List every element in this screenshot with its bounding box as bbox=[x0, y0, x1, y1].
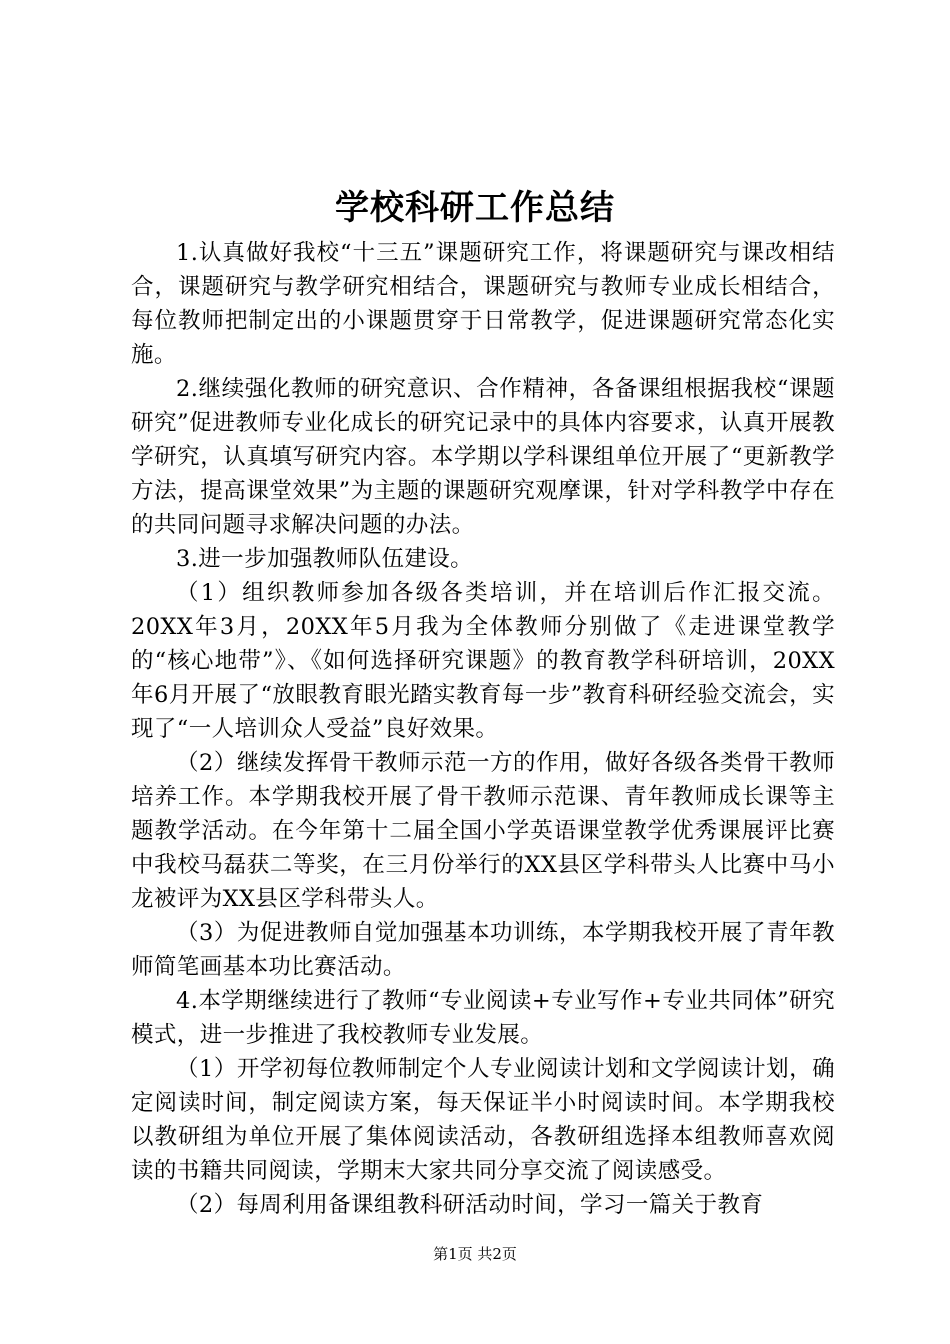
document-title: 学校科研工作总结 bbox=[335, 188, 615, 228]
paragraph-4-2: （2）每周利用备课组教科研活动时间，学习一篇关于教育 bbox=[176, 1192, 764, 1218]
paragraph-4-1: （1）开学初每位教师制定个人专业阅读计划和文学阅读计划，确定阅读时间，制定阅读方案，每天保证半小时阅读时间。本学期我校以教研组为单位开展了集体阅读活动，各教研组选择本组教师喜欢阅读的书籍共同阅读，学期末大家共同分享交流了阅读感受。 bbox=[131, 1056, 835, 1184]
page-footer: 第1页 共2页 bbox=[433, 1245, 517, 1263]
paragraph-1: 1.认真做好我校“十三五”课题研究工作，将课题研究与课改相结合，课题研究与教学研究相结合，课题研究与教师专业成长相结合，每位教师把制定出的小课题贯穿于日常教学，促进课题研究常态化实施。 bbox=[131, 240, 835, 368]
paragraph-3: 3.进一步加强教师队伍建设。 bbox=[176, 546, 474, 572]
paragraph-3-1: （1）组织教师参加各级各类培训，并在培训后作汇报交流。20XX年3月，20XX年5月我为全体教师分别做了《走进课堂教学的“核心地带”》、《如何选择研究课题》的教育教学科研培训，20XX年6月开展了“放眼教育眼光踏实教育每一步”教育科研经验交流会，实现了“一人培训众人受益”良好效果。 bbox=[131, 580, 835, 742]
document-body bbox=[131, 236, 835, 1222]
paragraph-3-2: （2）继续发挥骨干教师示范一方的作用，做好各级各类骨干教师培养工作。本学期我校开展了骨干教师示范课、青年教师成长课等主题教学活动。在今年第十二届全国小学英语课堂教学优秀课展评比赛中我校马磊获二等奖，在三月份举行的XX县区学科带头人比赛中马小龙被评为XX县区学科带头人。 bbox=[131, 750, 835, 912]
paragraph-3-3: （3）为促进教师自觉加强基本功训练，本学期我校开展了青年教师简笔画基本功比赛活动。 bbox=[131, 920, 835, 980]
paragraph-2: 2.继续强化教师的研究意识、合作精神，各备课组根据我校“课题研究”促进教师专业化成长的研究记录中的具体内容要求，认真开展教学研究，认真填写研究内容。本学期以学科课组单位开展了“更新教学方法，提高课堂效果”为主题的课题研究观摩课，针对学科教学中存在的共同问题寻求解决问题的办法。 bbox=[131, 376, 835, 538]
paragraph-4: 4.本学期继续进行了教师“专业阅读+专业写作+专业共同体”研究模式，进一步推进了我校教师专业发展。 bbox=[131, 988, 835, 1048]
